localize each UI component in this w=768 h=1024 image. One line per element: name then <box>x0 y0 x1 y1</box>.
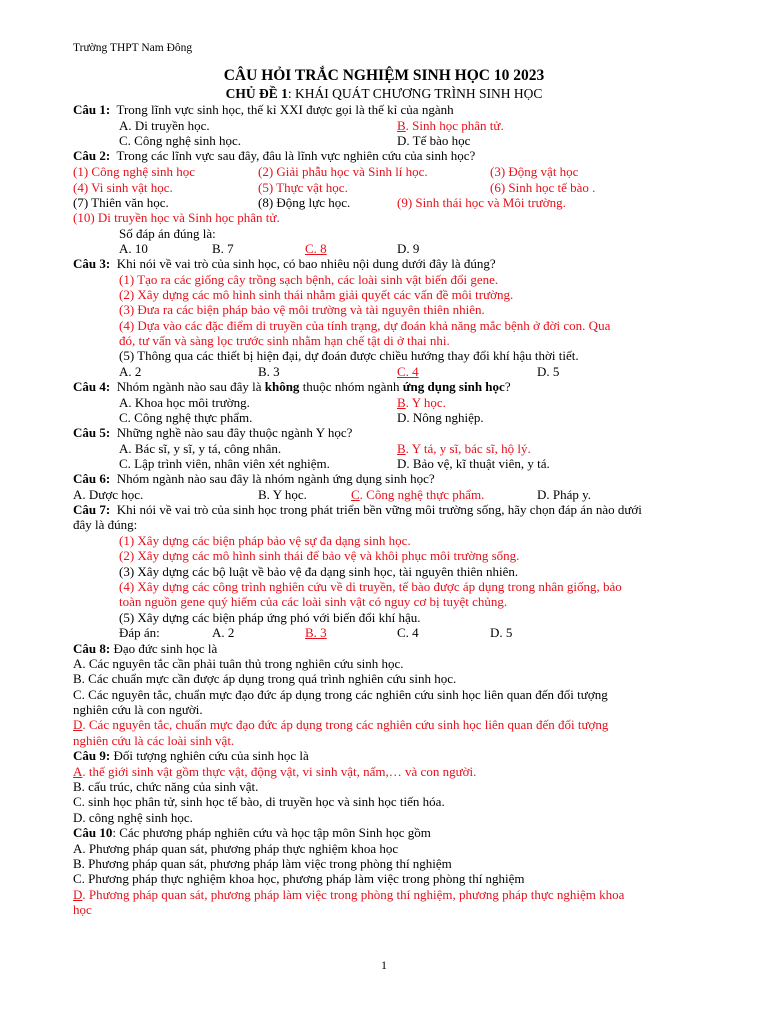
answer-label: Đáp án: <box>119 625 160 640</box>
emphasis-text: ứng dụng sinh học <box>402 379 505 394</box>
question-text: Khi nói về vai trò của sinh học trong phát triển bền vững môi trường sống, hãy chọn đáp án nào dưới <box>116 502 642 517</box>
question-label: Câu 2: <box>73 148 111 163</box>
item-5: (5) Thực vật học. <box>258 180 348 195</box>
option-a: A. Dược học. <box>73 487 144 502</box>
option-c: C. 4 <box>397 625 419 640</box>
question-label: Câu 1: <box>73 102 111 117</box>
answer-text: . Y tá, y sĩ, bác sĩ, hộ lý. <box>405 441 531 456</box>
option-c: C. Công nghệ sinh học. <box>119 133 242 148</box>
topic-subtitle <box>0 86 768 102</box>
statement-1: (1) Tạo ra các giống cây trồng sạch bệnh, các loài sinh vật biến đổi gene. <box>119 272 499 287</box>
emphasis-text: không <box>264 379 300 394</box>
option-d-correct <box>73 717 608 732</box>
answer-text: . Y học. <box>405 395 446 410</box>
statement-5: (5) Xây dựng các biện pháp ứng phó với biến đổi khí hậu. <box>119 610 421 625</box>
count-label: Số đáp án đúng là: <box>119 226 216 241</box>
statement-2: (2) Xây dựng các mô hình sinh thái nhằm giải quyết các vấn đề môi trường. <box>119 287 514 302</box>
question-label: Câu 4: <box>73 379 111 394</box>
question-text: Nhóm ngành nào sau đây là nhóm ngành ứng dụng sinh học? <box>116 471 435 486</box>
option-d: D. 5 <box>490 625 513 640</box>
item-8: (8) Động lực học. <box>258 195 351 210</box>
item-6: (6) Sinh học tế bào . <box>490 180 596 195</box>
answer-letter: A <box>73 764 83 779</box>
question-text: ? <box>504 379 511 394</box>
option-d: D. Pháp y. <box>537 487 592 502</box>
question-label: Câu 8: <box>73 641 111 656</box>
question-text-cont: đây là đúng: <box>73 517 138 532</box>
option-a: A. 10 <box>119 241 148 256</box>
statement-3: (3) Đưa ra các biện pháp bảo vệ môi trường và tài nguyên thiên nhiên. <box>119 302 485 317</box>
option-d: D. Nông nghiệp. <box>397 410 484 425</box>
question-text: : Các phương pháp nghiên cứu và học tập môn Sinh học gồm <box>112 825 431 840</box>
option-b: B. 7 <box>212 241 234 256</box>
statement-4-cont: toàn nguồn gene quý hiếm của các loài sinh vật có nguy cơ bị tuyệt chủng. <box>119 594 508 609</box>
question-text: thuộc nhóm ngành <box>299 379 403 394</box>
option-c: C. Các nguyên tắc, chuẩn mực đạo đức áp dụng trong các nghiên cứu sinh học liên quan đến đối tượng <box>73 687 608 702</box>
option-b: B. 3 <box>258 364 280 379</box>
answer-letter: B <box>397 395 406 410</box>
option-a-correct <box>73 764 476 779</box>
option-c: C. Phương pháp thực nghiệm khoa học, phương pháp làm việc trong phòng thí nghiệm <box>73 871 525 886</box>
option-c-correct <box>351 487 484 502</box>
option-a: A. Bác sĩ, y sĩ, y tá, công nhân. <box>119 441 282 456</box>
option-a: A. Di truyền học. <box>119 118 210 133</box>
answer-letter: B <box>397 118 406 133</box>
page-number: 1 <box>381 958 387 972</box>
item-9: (9) Sinh thái học và Môi trường. <box>397 195 566 210</box>
question-3 <box>73 256 496 271</box>
option-c: C. sinh học phân tử, sinh học tế bào, di truyền học và sinh học tiến hóa. <box>73 794 445 809</box>
question-text: Những nghề nào sau đây thuộc ngành Y học? <box>116 425 353 440</box>
answer-text: . thế giới sinh vật gồm thực vật, động vật, vi sinh vật, nấm,… và con người. <box>82 764 477 779</box>
item-2: (2) Giải phẫu học và Sinh lí học. <box>258 164 428 179</box>
question-10 <box>73 825 431 840</box>
question-5 <box>73 425 352 440</box>
question-text: Đạo đức sinh học là <box>113 641 218 656</box>
item-3: (3) Động vật học <box>490 164 579 179</box>
answer-text: . Công nghệ thực phẩm. <box>359 487 485 502</box>
page-title: CÂU HỎI TRẮC NGHIỆM SINH HỌC 10 2023 <box>223 67 545 84</box>
item-4: (4) Vi sinh vật học. <box>73 180 173 195</box>
statement-5: (5) Thông qua các thiết bị hiện đại, dự đoán được chiều hướng thay đổi khí hậu thời tiết. <box>119 348 579 363</box>
answer-text: . Sinh học phân tử. <box>405 118 504 133</box>
option-d: D. Tế bào học <box>397 133 471 148</box>
option-d-correct <box>73 887 624 902</box>
option-a: A. 2 <box>212 625 235 640</box>
option-c: C. Lập trình viên, nhân viên xét nghiệm. <box>119 456 330 471</box>
option-a: A. Khoa học môi trường. <box>119 395 250 410</box>
answer-letter: D <box>73 887 83 902</box>
topic-text: : KHÁI QUÁT CHƯƠNG TRÌNH SINH HỌC <box>287 86 543 101</box>
item-10: (10) Di truyền học và Sinh học phân tử. <box>73 210 280 225</box>
option-a: A. Các nguyên tắc cần phải tuân thủ trong nghiên cứu sinh học. <box>73 656 404 671</box>
question-9 <box>73 748 309 763</box>
question-label: Câu 9: <box>73 748 111 763</box>
statement-2: (2) Xây dựng các mô hình sinh thái để bảo vệ và khôi phục môi trường sống. <box>119 548 520 563</box>
question-text: Trong các lĩnh vực sau đây, đâu là lĩnh vực nghiên cứu của sinh học? <box>116 148 476 163</box>
question-label: Câu 7: <box>73 502 111 517</box>
option-b-correct <box>397 118 504 133</box>
option-c-correct: C. 8 <box>305 241 327 256</box>
option-c: C. Công nghệ thực phẩm. <box>119 410 253 425</box>
question-text: Nhóm ngành nào sau đây là <box>116 379 265 394</box>
option-c-cont: nghiên cứu là con người. <box>73 702 203 717</box>
answer-letter: B <box>397 441 406 456</box>
item-7: (7) Thiên văn học. <box>73 195 169 210</box>
question-text: Trong lĩnh vực sinh học, thế kỉ XXI được gọi là thế kỉ của ngành <box>116 102 454 117</box>
statement-4: (4) Xây dựng các công trình nghiên cứu về di truyền, tế bào được áp dụng trong nhân giống, bảo <box>119 579 622 594</box>
question-label: Câu 10 <box>73 825 113 840</box>
statement-1: (1) Xây dựng các biện pháp bảo vệ sự đa dạng sinh học. <box>119 533 411 548</box>
statement-4-cont: đó, tư vấn và sàng lọc trước sinh nhằm hạn chế tật di ở thai nhi. <box>119 333 450 348</box>
question-6 <box>73 471 435 486</box>
option-b-correct <box>397 395 446 410</box>
question-7 <box>73 502 642 517</box>
item-1: (1) Công nghệ sinh học <box>73 164 196 179</box>
answer-text: . Các nguyên tắc, chuẩn mực đạo đức áp dụng trong các nghiên cứu sinh học liên quan đến đối tượng <box>82 717 609 732</box>
option-b: B. Phương pháp quan sát, phương pháp làm việc trong phòng thí nghiệm <box>73 856 452 871</box>
option-d: D. Bảo vệ, kĩ thuật viên, y tá. <box>397 456 550 471</box>
option-b: B. cấu trúc, chức năng của sinh vật. <box>73 779 259 794</box>
question-1 <box>73 102 454 117</box>
option-a: A. 2 <box>119 364 142 379</box>
question-2 <box>73 148 475 163</box>
answer-letter: D <box>73 717 83 732</box>
question-text: Khi nói về vai trò của sinh học, có bao nhiêu nội dung dưới đây là đúng? <box>116 256 496 271</box>
option-d-cont: học <box>73 902 92 917</box>
question-label: Câu 5: <box>73 425 111 440</box>
topic-label: CHỦ ĐỀ 1 <box>225 86 288 101</box>
statement-4: (4) Dựa vào các đặc điểm di truyền của tính trạng, dự đoán khả năng mắc bệnh ở đời con. Qua <box>119 318 611 333</box>
option-d: D. 9 <box>397 241 420 256</box>
option-a: A. Phương pháp quan sát, phương pháp thực nghiệm khoa học <box>73 841 399 856</box>
question-text: Đối tượng nghiên cứu của sinh học là <box>113 748 309 763</box>
option-d: D. công nghệ sinh học. <box>73 810 193 825</box>
answer-text: . Phương pháp quan sát, phương pháp làm việc trong phòng thí nghiệm, phương pháp thực nghiệm khoa <box>82 887 625 902</box>
option-d-cont: nghiên cứu là các loài sinh vật. <box>73 733 235 748</box>
option-b-correct <box>397 441 531 456</box>
statement-3: (3) Xây dựng các bộ luật về bảo vệ đa dạng sinh học, tài nguyên thiên nhiên. <box>119 564 519 579</box>
school-name: Trường THPT Nam Đông <box>73 42 193 54</box>
question-label: Câu 6: <box>73 471 111 486</box>
answer-letter: C <box>351 487 360 502</box>
option-b: B. Y học. <box>258 487 307 502</box>
option-d: D. 5 <box>537 364 560 379</box>
question-8 <box>73 641 217 656</box>
option-b-correct: B. 3 <box>305 625 327 640</box>
question-4 <box>73 379 511 394</box>
question-label: Câu 3: <box>73 256 111 271</box>
option-b: B. Các chuẩn mực cần được áp dụng trong quá trình nghiên cứu sinh học. <box>73 671 457 686</box>
option-c-correct: C. 4 <box>397 364 419 379</box>
